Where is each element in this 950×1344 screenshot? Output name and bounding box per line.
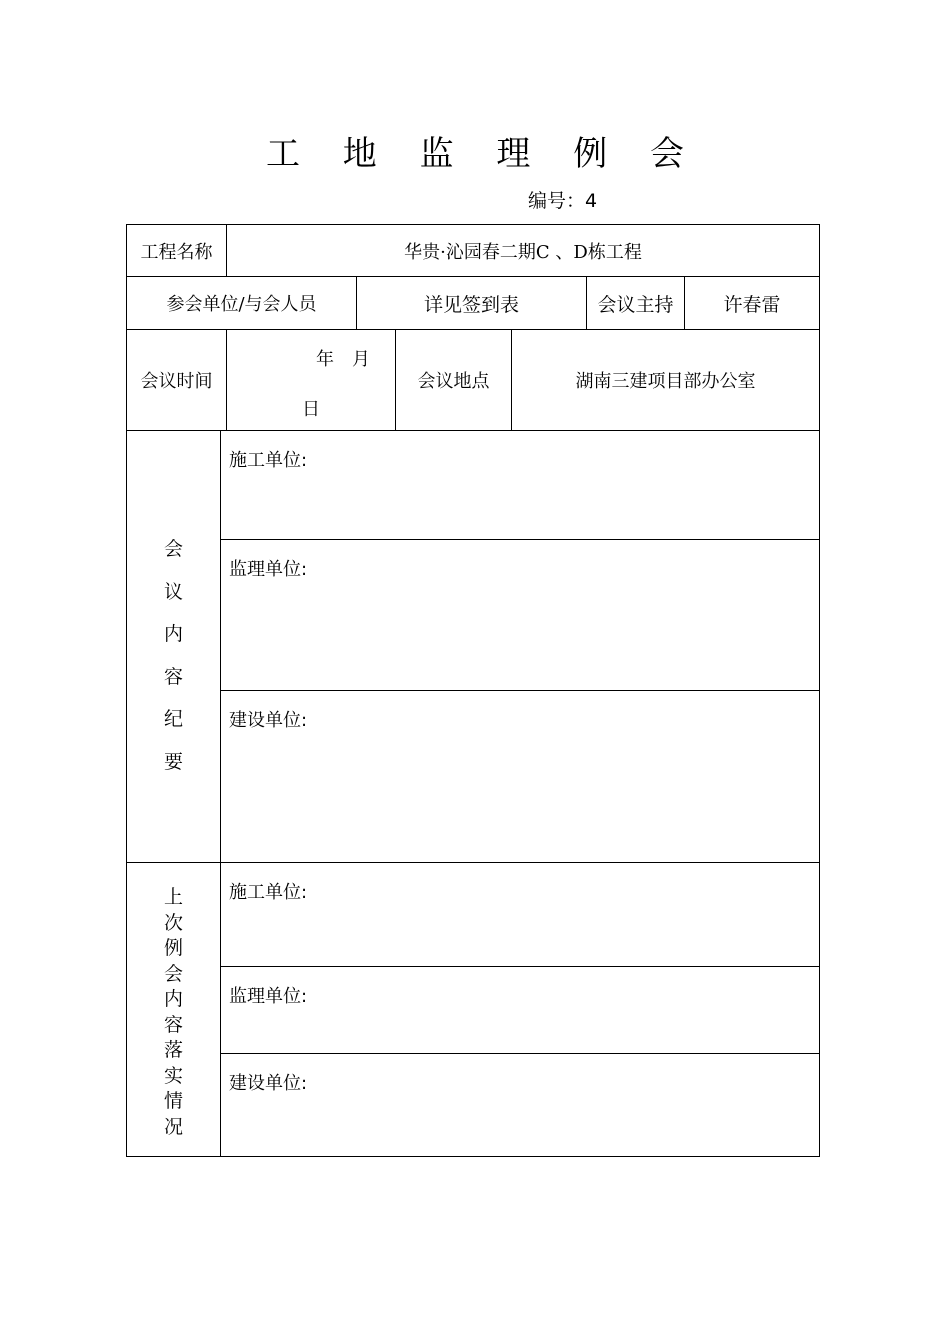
minutes-side-char: 纪 xyxy=(163,708,183,730)
meeting-time-value-line2: 日 xyxy=(302,399,320,420)
meeting-time-value-line1: 年 月 xyxy=(316,349,370,370)
project-name-label: 工程名称 xyxy=(140,241,213,263)
host-value: 许春雷 xyxy=(723,293,781,316)
previous-side-char: 容 xyxy=(163,1013,183,1036)
previous-side-char: 落 xyxy=(163,1039,183,1061)
minutes-side-label xyxy=(127,528,220,783)
minutes-construction-unit: 施工单位: xyxy=(229,450,308,471)
previous-side-char: 情 xyxy=(163,1090,183,1112)
minutes-supervision-unit: 监理单位: xyxy=(229,559,308,580)
attendees-value: 详见签到表 xyxy=(423,293,519,316)
previous-side-label xyxy=(127,885,220,1140)
minutes-side-char: 会 xyxy=(163,538,183,560)
previous-side-char: 况 xyxy=(163,1115,183,1138)
meeting-place-label: 会议地点 xyxy=(417,371,490,392)
previous-side-char: 例 xyxy=(163,937,183,959)
minutes-side-char: 议 xyxy=(163,580,183,603)
attendees-label: 参会单位/与会人员 xyxy=(166,294,317,315)
minutes-side-char: 容 xyxy=(163,665,183,688)
previous-side-char: 实 xyxy=(163,1064,183,1087)
minutes-side-char: 要 xyxy=(163,750,183,773)
meeting-time-label: 会议时间 xyxy=(140,371,213,392)
previous-side-char: 上 xyxy=(163,886,183,908)
previous-side-char: 内 xyxy=(163,988,183,1010)
previous-construction-unit: 施工单位: xyxy=(229,882,308,903)
minutes-side-char: 内 xyxy=(163,623,183,645)
document-number: 编号：4 xyxy=(528,190,598,212)
meeting-place-value: 湖南三建项目部办公室 xyxy=(575,371,756,392)
previous-owner-unit: 建设单位: xyxy=(229,1073,308,1094)
project-name-value: 华贵·沁园春二期C 、D栋工程 xyxy=(404,241,642,263)
minutes-owner-unit: 建设单位: xyxy=(229,710,308,731)
host-label: 会议主持 xyxy=(597,293,674,316)
previous-side-char: 会 xyxy=(163,962,183,985)
previous-side-char: 次 xyxy=(163,911,183,934)
document-title: 工 地 监 理 例 会 xyxy=(265,134,701,174)
previous-supervision-unit: 监理单位: xyxy=(229,986,308,1007)
